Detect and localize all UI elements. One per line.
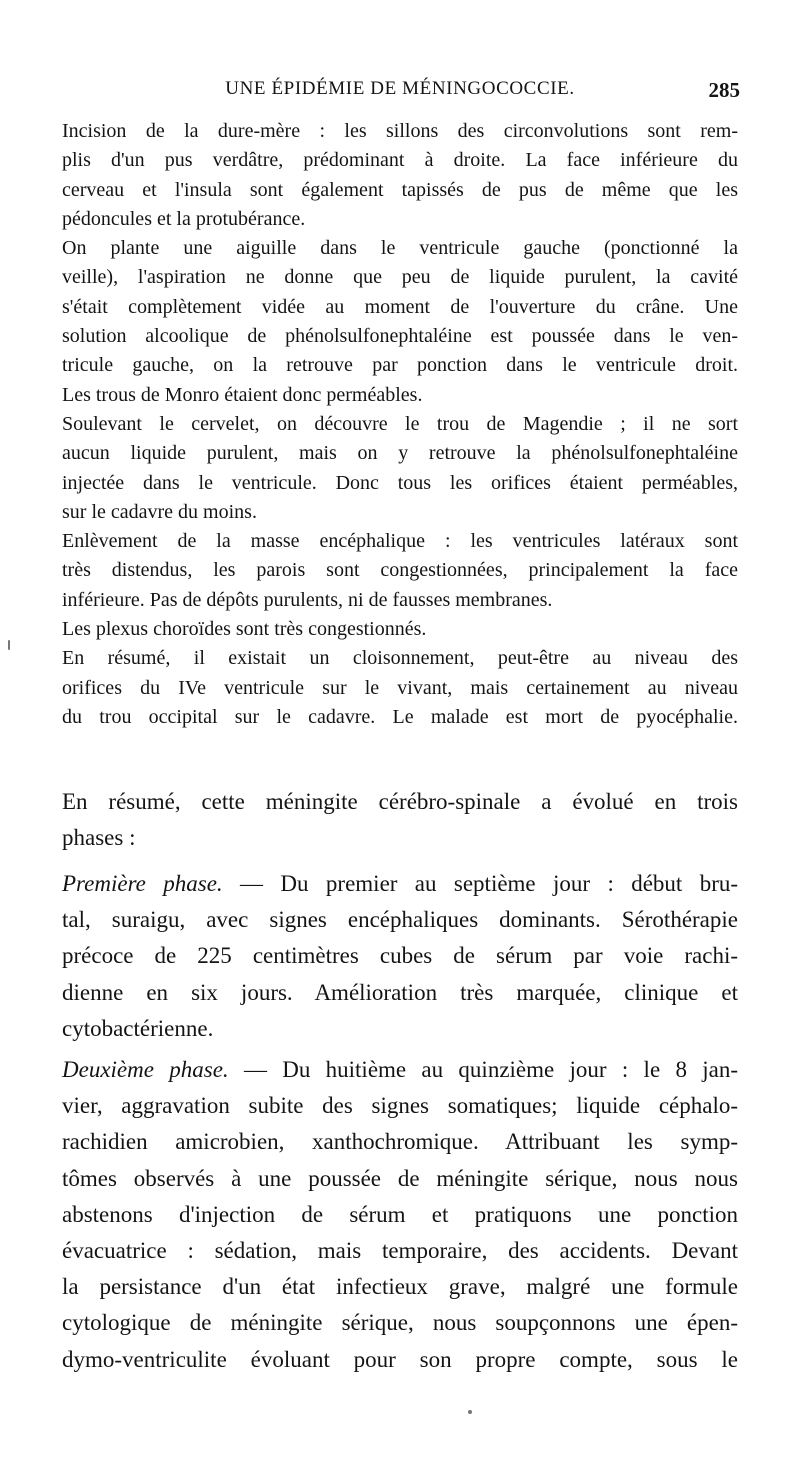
text-line: s'était complètement vidée au moment de l'ouverture du crâne. Une (62, 295, 738, 318)
text-line: tricule gauche, on la retrouve par ponction dans le ventricule droit. (62, 354, 738, 377)
text-line: dymo-ventriculite évoluant pour son propre compte, sous le (62, 1346, 738, 1372)
text-line: cerveau et l'insula sont également tapissés de pus de même que les (62, 178, 738, 201)
running-title: UNE ÉPIDÉMIE DE MÉNINGOCOCCIE. (225, 78, 575, 99)
text-line: veille), l'aspiration ne donne que peu de liquide purulent, la cavité (62, 266, 738, 289)
page-header (60, 78, 740, 108)
text-line: aucun liquide purulent, mais on y retrouve la phénolsulfonephtaléine (62, 442, 738, 465)
text-line: phases : (62, 825, 136, 851)
text-line: sur le cadavre du moins. (62, 500, 257, 523)
second-phase-paragraph (62, 1052, 738, 1378)
text-line: Enlèvement de la masse encéphalique : les ventricules latéraux sont (62, 530, 738, 553)
first-phase-paragraph (62, 866, 738, 1047)
text-line: rachidien amicrobien, xanthochromique. Attribuant les symp- (62, 1129, 738, 1155)
text-line: Les trous de Monro étaient donc perméables. (62, 383, 423, 406)
text-line: la persistance d'un état infectieux grave, malgré une formule (62, 1274, 738, 1300)
text-line: cytologique de méningite sérique, nous soupçonnons une épen- (62, 1310, 738, 1336)
paper-speck (468, 1410, 472, 1414)
page-number: 285 (708, 78, 740, 102)
text-line: précoce de 225 centimètres cubes de sérum par voie rachi- (62, 943, 738, 969)
paper-speck (8, 640, 10, 650)
text-line (62, 1052, 738, 1088)
text-run: — Du premier au septième jour : début bru- (222, 871, 739, 896)
text-line: solution alcoolique de phénolsulfonephtaléine est poussée dans le ven- (62, 325, 738, 348)
text-line: tômes observés à une poussée de méningite sérique, nous nous (62, 1165, 738, 1191)
second-phase-heading: Deuxième phase. (62, 1057, 229, 1082)
text-line: En résumé, il existait un cloisonnement, peut-être au niveau des (62, 647, 738, 670)
text-line: En résumé, cette méningite cérébro-spinale a évolué en trois (62, 789, 738, 814)
text-line: Les plexus choroïdes sont très congestionnés. (62, 618, 427, 641)
text-line (62, 866, 738, 902)
text-line: Incision de la dure-mère : les sillons des circonvolutions sont rem- (62, 120, 738, 142)
text-line: du trou occipital sur le cadavre. Le malade est mort de pyocéphalie. (62, 705, 738, 728)
autopsy-paragraphs (62, 117, 738, 732)
text-line: abstenons d'injection de sérum et pratiquons une ponction (62, 1201, 738, 1227)
text-line: évacuatrice : sédation, mais temporaire, des accidents. Devant (62, 1238, 738, 1264)
text-line: plis d'un pus verdâtre, prédominant à droite. La face inférieure du (62, 149, 738, 172)
text-line: inférieure. Pas de dépôts purulents, ni de fausses membranes. (62, 588, 553, 611)
text-line: injectée dans le ventricule. Donc tous les orifices étaient perméables, (62, 471, 738, 494)
text-line: On plante une aiguille dans le ventricule gauche (ponctionné la (62, 237, 738, 260)
text-line: orifices du IVe ventricule sur le vivant, mais certainement au niveau (62, 676, 738, 699)
text-line: pédoncules et la protubérance. (62, 207, 306, 230)
text-line: Soulevant le cervelet, on découvre le trou de Magendie ; il ne sort (62, 412, 738, 435)
text-line: vier, aggravation subite des signes somatiques; liquide céphalo- (62, 1093, 738, 1119)
text-line: tal, suraigu, avec signes encéphaliques dominants. Sérothérapie (62, 907, 738, 933)
text-run: — Du huitième au quinzième jour : le 8 jan- (228, 1057, 738, 1082)
summary-intro (62, 784, 738, 856)
first-phase-heading: Première phase. (62, 871, 223, 896)
text-line: cytobactérienne. (62, 1015, 214, 1041)
text-line: dienne en six jours. Amélioration très marquée, clinique et (62, 979, 738, 1005)
text-line: très distendus, les parois sont congestionnées, principalement la face (62, 559, 738, 582)
